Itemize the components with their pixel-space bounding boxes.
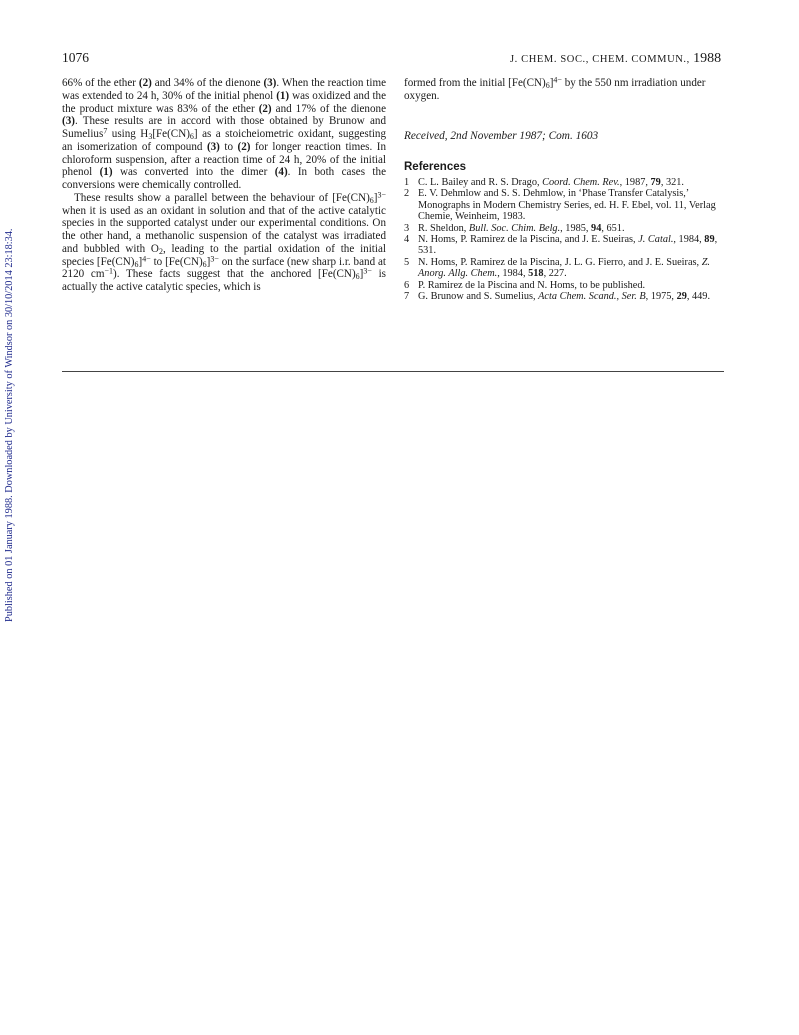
- subscript: 6: [355, 272, 360, 282]
- subscript: 3: [148, 131, 153, 141]
- download-notice: Published on 01 January 1988. Downloaded by University of Windsor on 30/10/2014 23:18:34.: [4, 228, 15, 622]
- journal-title: Bull. Soc. Chim. Belg.: [468, 222, 561, 234]
- reference-item: [404, 257, 725, 280]
- compound-number: (3): [263, 77, 277, 89]
- text-run: , leading to the partial oxidation of the initial species [Fe(CN): [62, 242, 386, 268]
- superscript: 3−: [377, 190, 386, 200]
- reference-number: 1: [404, 177, 410, 188]
- bottom-rule: [62, 371, 724, 372]
- body-paragraph: [62, 77, 386, 192]
- reference-number: 5: [404, 256, 410, 268]
- compound-number: (1): [276, 89, 290, 102]
- text-run: , 531.: [418, 234, 718, 257]
- text-run: ]: [206, 255, 211, 268]
- text-run: when it is used as an oxidant in solution and that of the active catalytic species in the supported catalyst under our experimental conditions. On the other hand, a methanolic suspension of the catalyst was irradiated and bubbled with O: [62, 204, 386, 255]
- text-run: , 1984,: [673, 234, 705, 246]
- text-run: [Fe(CN): [152, 128, 190, 140]
- subscript: 6: [189, 131, 194, 141]
- text-run: ]: [549, 77, 554, 89]
- text-run: and 17% of the dienone: [271, 102, 387, 115]
- subscript: 6: [369, 195, 374, 205]
- text-run: on the surface (new sharp i.r. band at 2120 cm: [62, 255, 386, 281]
- journal-title: Coord. Chem. Rev.: [542, 177, 620, 188]
- text-run: . These results are in accord with those obtained by Brunow and Sumelius: [62, 115, 386, 140]
- journal-header: [510, 51, 721, 67]
- text-run: , 1975,: [645, 291, 677, 303]
- text-run: using H: [107, 128, 149, 140]
- subscript: 2: [158, 246, 163, 256]
- right-column: [404, 77, 725, 302]
- body-paragraph: [404, 77, 725, 103]
- reference-item: [404, 234, 725, 257]
- compound-number: (2): [138, 77, 152, 89]
- superscript: 4−: [553, 75, 562, 85]
- text-run: R. Sheldon,: [418, 222, 469, 234]
- compound-number: (3): [62, 115, 75, 128]
- reference-item: [404, 291, 725, 302]
- text-run: N. Homs, P. Ramirez de la Piscina, J. L. G. Fierro, and J. E. Sueiras,: [418, 256, 702, 268]
- text-run: These results show a parallel between the behaviour of [Fe(CN): [74, 191, 370, 204]
- text-run: ]: [373, 191, 378, 204]
- text-run: , 1987,: [619, 177, 651, 188]
- text-run: ] as a stoicheiometric oxidant, suggesting an isomerization of compound: [62, 128, 386, 153]
- text-run: to [Fe(CN): [150, 255, 203, 268]
- reference-item: [404, 223, 725, 234]
- compound-number: 89: [704, 234, 715, 246]
- superscript: 4−: [142, 253, 151, 263]
- text-run: E. V. Dehmlow and S. S. Dehmlow, in ‘Phase Transfer Catalysis,’ Monographs in Modern Chemistry Series, ed. H. F. Ebel, vol. 11, Verlag Chemie, Weinheim, 1983.: [418, 188, 716, 223]
- reference-number: 7: [404, 291, 410, 303]
- text-run: ). These facts suggest that the anchored [Fe(CN): [113, 268, 356, 281]
- superscript: −1: [104, 266, 113, 276]
- references-heading: References: [404, 161, 467, 174]
- reference-item: [404, 280, 725, 291]
- text-run: 66% of the ether: [62, 77, 139, 89]
- text-run: N. Homs, P. Ramirez de la Piscina, and J. E. Sueiras,: [418, 234, 639, 246]
- subscript: 6: [134, 259, 139, 269]
- text-run: ]: [138, 255, 143, 268]
- compound-number: (4): [274, 166, 288, 179]
- text-run: P. Ramirez de la Piscina and N. Homs, to be published.: [418, 279, 646, 291]
- text-run: C. L. Bailey and R. S. Drago,: [418, 177, 543, 188]
- text-run: . In both cases the conversions were chemically controlled.: [62, 166, 386, 191]
- journal-title: J. Catal.: [638, 234, 674, 246]
- text-run: formed from the initial [Fe(CN): [404, 77, 546, 89]
- text-run: , 651.: [601, 222, 625, 234]
- superscript: 7: [103, 126, 108, 136]
- references-list: [404, 177, 725, 302]
- reference-item: [404, 177, 725, 188]
- journal-name: J. CHEM. SOC., CHEM. COMMUN.,: [510, 54, 690, 65]
- text-run: , 1985,: [560, 222, 592, 234]
- superscript: 3−: [210, 253, 219, 263]
- compound-number: 94: [591, 222, 602, 234]
- text-run: to: [219, 140, 238, 153]
- text-run: , 1984,: [497, 268, 529, 280]
- compound-number: (2): [237, 140, 251, 153]
- text-run: , 449.: [686, 291, 711, 303]
- text-run: by the 550 nm irradiation under oxygen.: [404, 77, 706, 102]
- text-run: for longer reaction times. In chloroform suspension, after a reaction time of 24 h, 20% of the initial phenol: [62, 140, 386, 179]
- reference-number: 6: [404, 279, 410, 291]
- text-run: and 34% of the dienone: [151, 77, 264, 89]
- text-run: , 321.: [660, 177, 684, 188]
- compound-number: (3): [206, 140, 220, 153]
- compound-number: 79: [650, 177, 661, 188]
- text-run: was converted into the dimer: [112, 166, 275, 179]
- subscript: 6: [202, 259, 207, 269]
- text-run: is actually the active catalytic species, which is: [62, 268, 386, 293]
- compound-number: (2): [258, 102, 272, 115]
- received-line: Received, 2nd November 1987; Com. 1603: [404, 129, 599, 142]
- body-paragraph: [62, 192, 386, 294]
- reference-item: [404, 188, 725, 222]
- journal-year: 1988: [693, 51, 722, 66]
- reference-number: 2: [404, 188, 410, 200]
- page-number: 1076: [62, 50, 89, 65]
- text-run: was oxidized and the the product mixture was 83% of the ether: [62, 89, 387, 115]
- journal-title: Z. Anorg. Allg. Chem.: [418, 256, 711, 280]
- text-run: ]: [359, 268, 364, 281]
- journal-title: Acta Chem. Scand., Ser. B: [538, 291, 646, 303]
- compound-number: 518: [528, 268, 544, 280]
- superscript: 3−: [363, 266, 372, 276]
- text-run: . When the reaction time was extended to 24 h, 30% of the initial phenol: [62, 77, 386, 102]
- text-run: G. Brunow and S. Sumelius,: [418, 291, 539, 303]
- text-run: , 227.: [543, 268, 567, 280]
- compound-number: 29: [676, 291, 687, 303]
- subscript: 6: [545, 80, 550, 90]
- compound-number: (1): [99, 166, 113, 179]
- reference-number: 3: [404, 222, 410, 234]
- left-column: [62, 77, 386, 294]
- reference-number: 4: [404, 234, 410, 246]
